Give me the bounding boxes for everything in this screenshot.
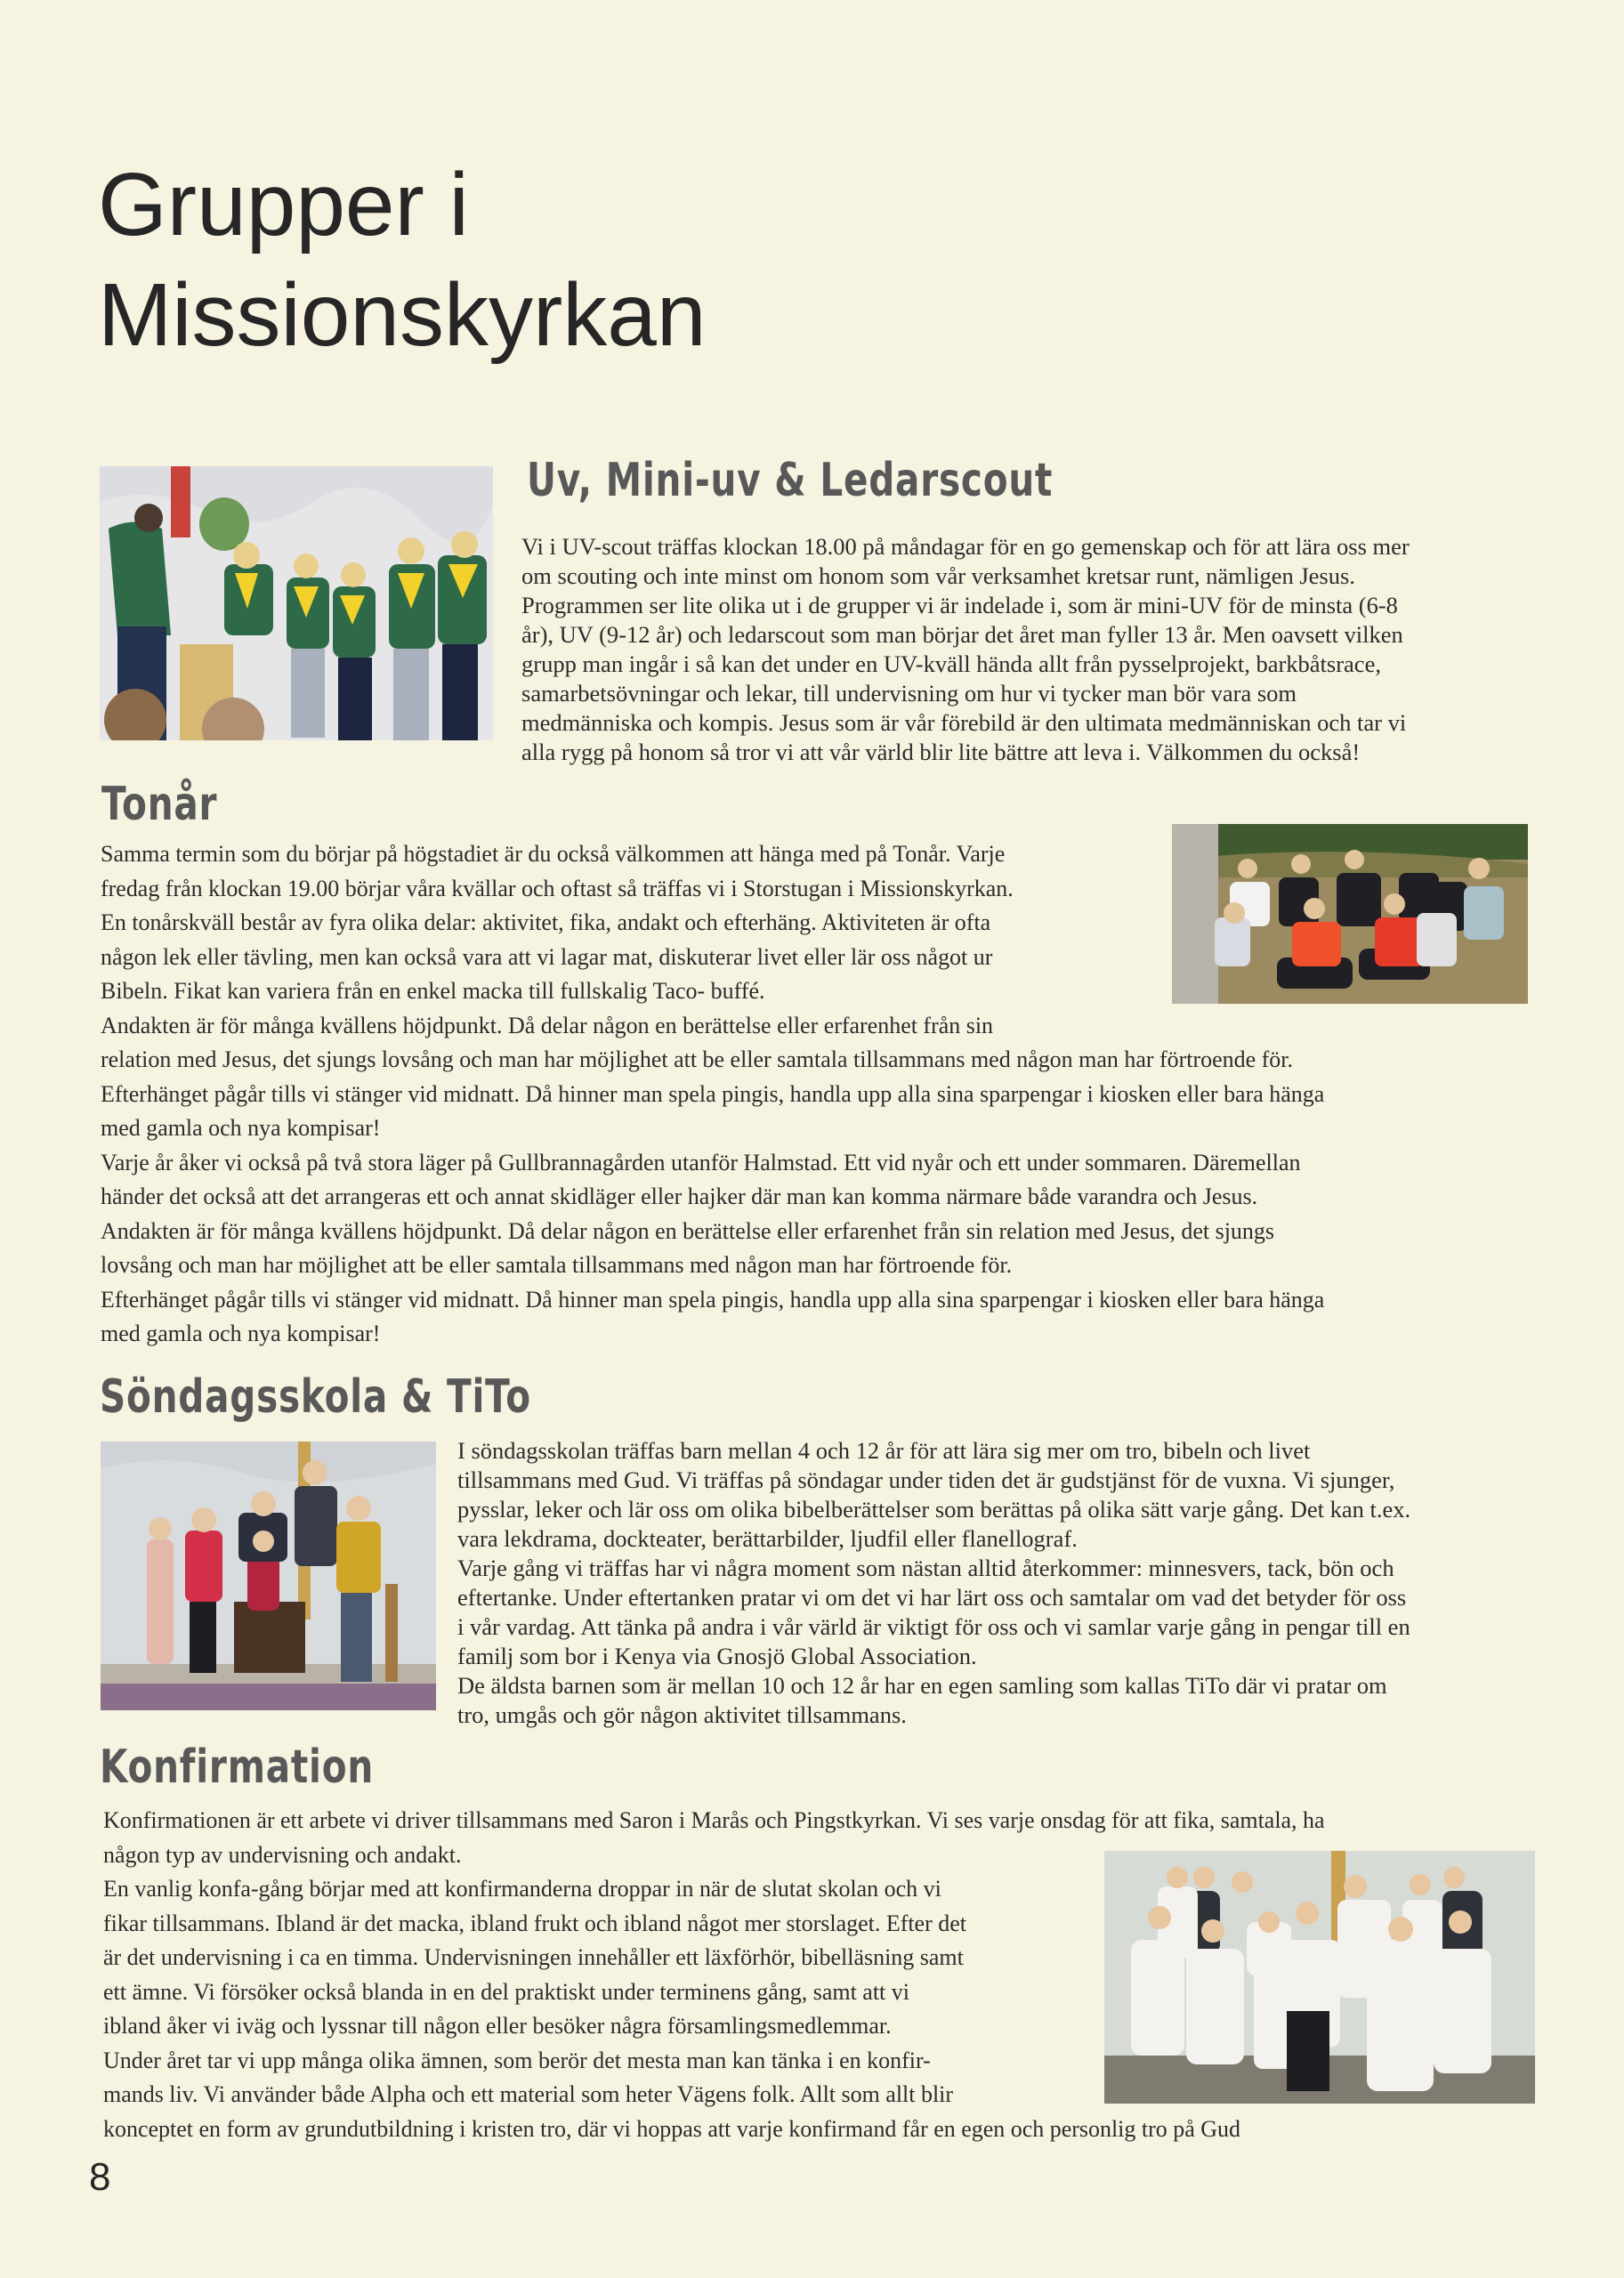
- tonar-line: fredag från klockan 19.00 börjar våra kvällar och oftast så träffas vi i Storstugan i Missionskyrkan.: [101, 874, 1014, 901]
- sondagsskola-line: pysslar, leker och lär oss om olika bibelberättelser som berättas på olika sätt varje gång. Det kan t.ex.: [457, 1496, 1411, 1523]
- sondagsskola-heading: Söndagsskola & TiTo: [100, 1370, 531, 1424]
- uv-line: år), UV (9-12 år) och ledarscout som man börjar det året man fyller 13 år. Men oavsett vilken: [521, 621, 1403, 648]
- konfirmation-text: [103, 1803, 1350, 2145]
- tonar-heading: Tonår: [101, 778, 218, 831]
- tonar-line: med gamla och nya kompisar!: [101, 1114, 381, 1141]
- uv-line: Programmen ser lite olika ut i de grupper vi är indelade i, som är mini-UV för de minsta (6-8: [521, 592, 1398, 618]
- sondagsskola-photo: [101, 1442, 436, 1710]
- tonar-line: En tonårskväll består av fyra olika delar: aktivitet, fika, andakt och efterhäng. Aktiviteten är ofta: [101, 909, 991, 935]
- uv-line: alla rygg på honom så tror vi att vår värld blir lite bättre att leva i. Välkommen du också!: [521, 739, 1361, 765]
- uv-line: om scouting och inte minst om honom som vår verksamhet kretsar runt, nämligen Jesus.: [521, 562, 1355, 589]
- konfirmation-heading: Konfirmation: [100, 1741, 375, 1794]
- sondagsskola-line: tro, umgås och gör någon aktivitet tillsammans.: [457, 1701, 907, 1728]
- uv-line: samarbetsövningar och lekar, till undervisning om hur vi tycker man bör vara som: [521, 680, 1297, 707]
- konfirmation-line: En vanlig konfa-gång börjar med att konfirmanderna droppar in när de slutat skolan och vi: [103, 1875, 941, 1902]
- page-title-line: Grupper i: [98, 155, 469, 254]
- konfirmation-line: fikar tillsammans. Ibland är det macka, ibland frukt och ibland något mer storslaget. Efter det: [103, 1909, 966, 1936]
- uv-line: Vi i UV-scout träffas klockan 18.00 på måndagar för en go gemenskap och för att lära oss mer: [521, 533, 1410, 560]
- tonar-line: Samma termin som du börjar på högstadiet är du också välkommen att hänga med på Tonår. Varje: [101, 840, 1006, 867]
- tonar-line: Efterhänget pågår tills vi stänger vid midnatt. Då hinner man spela pingis, handla upp alla sina sparpengar i kiosken eller bara hänga: [101, 1079, 1325, 1107]
- sondagsskola-line: vara lekdrama, dockteater, berättarbilder, ljudfil eller flanellograf.: [457, 1525, 1078, 1552]
- sondagsskola-line: I söndagsskolan träffas barn mellan 4 och 12 år för att lära sig mer om tro, bibeln och livet: [457, 1437, 1311, 1464]
- sondagsskola-line: familj som bor i Kenya via Gnosjö Global Association.: [457, 1643, 977, 1669]
- tonar-line: Andakten är för många kvällens höjdpunkt. Då delar någon en berättelse eller erfarenhet från sin relation med Jesus, det sjungs: [101, 1216, 1274, 1244]
- tonar-line: relation med Jesus, det sjungs lovsång och man har möjlighet att be eller samtala tillsammans med någon man har förtroende för.: [101, 1046, 1293, 1072]
- konfirmation-line: konceptet en form av grundutbildning i kristen tro, där vi hoppas att varje konfirmand får en egen och personlig tro på Gud: [103, 2114, 1240, 2142]
- uv-text: [521, 532, 1410, 767]
- scout-photo: [100, 466, 493, 740]
- konfirmation-line: någon typ av undervisning och andakt.: [103, 1840, 462, 1868]
- tonar-line: Andakten är för många kvällens höjdpunkt. Då delar någon en berättelse eller erfarenhet från sin: [101, 1011, 994, 1038]
- uv-line: medmänniska och kompis. Jesus som är vår förebild är den ultimata medmänniskan och tar vi: [521, 709, 1407, 736]
- konfirmation-line: Konfirmationen är ett arbete vi driver tillsammans med Saron i Marås och Pingstkyrkan. Vi ses varje onsdag för att fika, samtala, ha: [103, 1806, 1325, 1833]
- konfirmation-line: mands liv. Vi använder både Alpha och ett material som heter Vägens folk. Allt som allt blir: [103, 2080, 954, 2107]
- konfirmation-line: ett ämne. Vi försöker också blanda in en del praktiskt under terminens gång, samt att vi: [103, 1977, 909, 2005]
- page-title: [98, 149, 707, 370]
- sondagsskola-line: eftertanke. Under eftertanken pratar vi om det vi har lärt oss och samtalar om vad det betyder för oss: [457, 1584, 1407, 1611]
- sondagsskola-line: Varje gång vi träffas har vi några moment som nästan alltid återkommer: minnesvers, tack, bön och: [457, 1555, 1394, 1581]
- konfirmation-line: är det undervisning i ca en timma. Undervisningen innehåller ett läxförhör, bibelläsning samt: [103, 1943, 964, 1970]
- sondagsskola-line: i vår vardag. Att tänka på andra i vår värld är viktigt för oss och vi samlar varje gång in pengar till en: [457, 1613, 1410, 1640]
- tonar-text: [101, 836, 1349, 1351]
- uv-heading: Uv, Mini-uv & Ledarscout: [527, 454, 1054, 507]
- tonar-line: någon lek eller tävling, men kan också vara att vi lagar mat, diskuterar livet eller lär oss något ur: [101, 942, 993, 970]
- konfirmation-line: ibland åker vi iväg och lyssnar till någon eller besöker några församlingsmedlemmar.: [103, 2012, 892, 2039]
- page-number: 8: [89, 2155, 111, 2199]
- tonar-line: Efterhänget pågår tills vi stänger vid midnatt. Då hinner man spela pingis, handla upp alla sina sparpengar i kiosken eller bara hänga: [101, 1285, 1325, 1313]
- page-title-line: Missionskyrkan: [98, 265, 707, 365]
- sondagsskola-line: tillsammans med Gud. Vi träffas på söndagar under tiden det är gudstjänst för de vuxna. Vi sjunger,: [457, 1466, 1395, 1493]
- tonar-line: händer det också att det arrangeras ett och annat skidläger eller hajker där man kan komma närmare både varandra och Jesus.: [101, 1183, 1258, 1209]
- uv-line: grupp man ingår i så kan det under en UV-kväll hända allt från pysselprojekt, barkbåtsrace,: [521, 650, 1381, 677]
- tonar-line: med gamla och nya kompisar!: [101, 1320, 381, 1346]
- tonar-line: Varje år åker vi också på två stora läger på Gullbrannagården utanför Halmstad. Ett vid nyår och ett under sommaren. Däremellan: [101, 1148, 1301, 1175]
- tonar-line: lovsång och man har möjlighet att be eller samtala tillsammans med någon man har förtroende för.: [101, 1251, 1013, 1278]
- sondagsskola-text: [457, 1436, 1410, 1730]
- konfirmation-line: Under året tar vi upp många olika ämnen, som berör det mesta man kan tänka i en konfir-: [103, 2046, 931, 2073]
- sondagsskola-line: De äldsta barnen som är mellan 10 och 12 år har en egen samling som kallas TiTo där vi pratar om: [457, 1672, 1387, 1699]
- tonar-line: Bibeln. Fikat kan variera från en enkel macka till fullskalig Taco- buffé.: [101, 977, 765, 1004]
